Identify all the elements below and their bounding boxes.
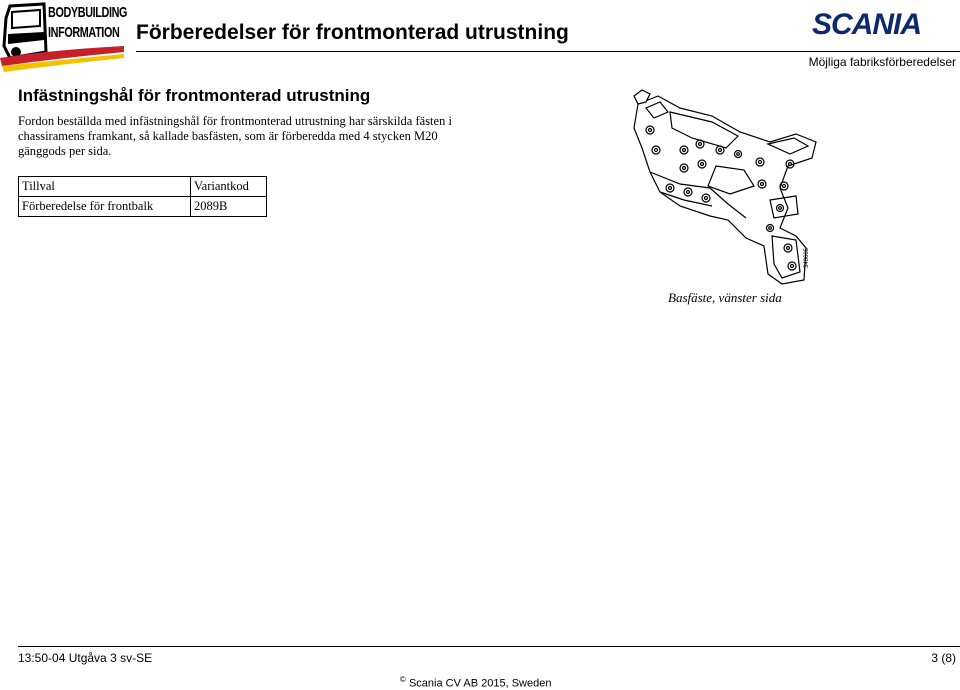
- table-header-variant-code: Variantkod: [191, 177, 267, 197]
- copyright-text: Scania CV AB 2015, Sweden: [408, 677, 552, 690]
- table-header-row: [19, 177, 267, 197]
- table-cell-option: Förberedelse för frontbalk: [19, 197, 191, 217]
- page-heading: Infästningshål för frontmonterad utrustning: [18, 86, 371, 105]
- logo-text-line1: BODYBUILDING: [48, 4, 128, 21]
- logo-text-line2: INFORMATION: [48, 24, 120, 41]
- copyright-notice: [400, 675, 551, 690]
- body-paragraph: Fordon beställda med infästningshål för frontmonterad utrustning har särskilda fästen i chassiramens framkant, så kallade basfästen, som är förberedda med 4 stycken M20 gänggods per sida.: [18, 114, 452, 158]
- scania-wordmark: SCANIA: [812, 8, 922, 41]
- section-label: Möjliga fabriksförberedelser: [808, 55, 956, 69]
- header-divider: [136, 51, 960, 52]
- scania-logo: [808, 8, 956, 42]
- figure-caption: Basfäste, vänster sida: [668, 290, 782, 305]
- bodybuilding-information-logo: [0, 0, 128, 74]
- table-cell-variant-code: 2089B: [191, 197, 267, 217]
- figure-id: 348605: [804, 247, 810, 268]
- document-version: 13:50-04 Utgåva 3 sv-SE: [18, 651, 153, 665]
- table-header-option: Tillval: [19, 177, 191, 197]
- copyright-symbol: ©: [400, 675, 406, 684]
- page-number: 3 (8): [931, 651, 956, 665]
- variant-table: [18, 176, 267, 217]
- base-bracket-drawing: [620, 88, 830, 288]
- bracket-illustration: [620, 88, 830, 288]
- footer-divider: [18, 646, 960, 647]
- page-header-title: Förberedelser för frontmonterad utrustning: [136, 21, 569, 44]
- table-row: [19, 197, 267, 217]
